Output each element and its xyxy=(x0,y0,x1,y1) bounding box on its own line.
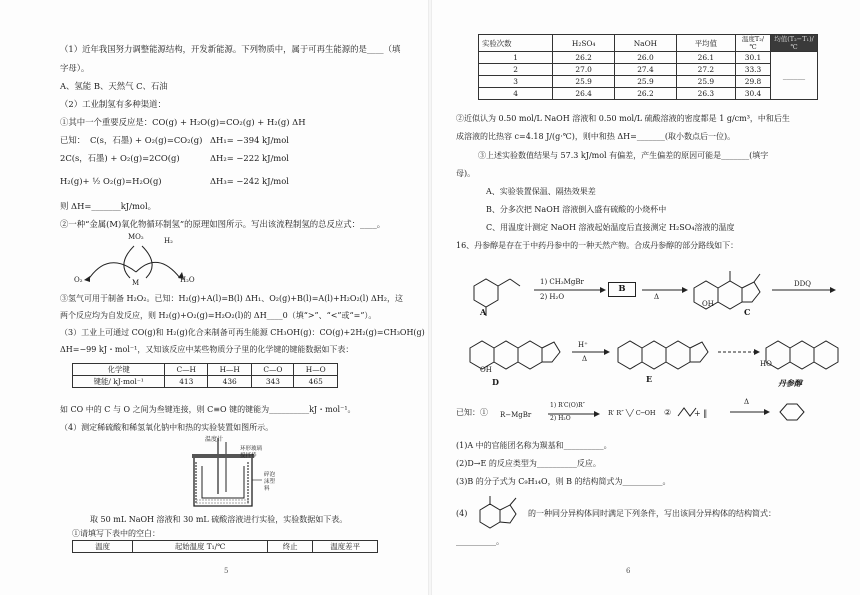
known-grignard: R−MgBr xyxy=(500,411,532,419)
option-c: C、用温度计测定 NaOH 溶液起始温度后直接测定 H₂SO₄溶液的温度 xyxy=(486,223,735,232)
known-dh-1: ΔH₁= −394 kJ/mol xyxy=(210,135,289,145)
cycle-h2o-label: H₂O xyxy=(180,276,195,284)
known-step-2: 2) H₂O xyxy=(550,415,571,422)
synthesis-route-row-2 xyxy=(460,326,850,376)
sub-question-4-structure xyxy=(476,494,526,534)
data-table-cell: 26.4 xyxy=(553,88,615,100)
thermometer-label: 温度计 xyxy=(205,436,224,443)
temperature-table-header xyxy=(72,540,378,553)
data-table-cell: 2 xyxy=(479,64,553,76)
question-1-stem-cont: 字母）。 xyxy=(60,63,90,73)
known-product: R′ R″ ╲╱ C─OH xyxy=(608,409,656,417)
step3-ddq: DDQ xyxy=(794,280,811,288)
data-table-cell: 26.3 xyxy=(676,88,735,100)
data-table-cell: 3 xyxy=(479,76,553,88)
question-2-3-line2: 两个反应均为自发反应，则 H₂(g)+O₂(g)=H₂O₂(l)的 ΔH____0（填“>”、“<”或“=”）。 xyxy=(60,311,377,320)
data-table-cell: 26.2 xyxy=(615,88,677,100)
data-table-cell: 25.9 xyxy=(676,76,735,88)
compound-c-oh: OH xyxy=(702,300,714,308)
compound-d-label: D xyxy=(492,377,499,387)
page-number-left: 5 xyxy=(224,567,229,575)
sub-question-1: (1)A 中的官能团名称为羰基和__________。 xyxy=(456,441,612,450)
known-dh-3: ΔH₃= −242 kJ/mol xyxy=(210,176,289,186)
sub-question-4-prefix: (4) xyxy=(456,509,468,518)
question-2-stem: （2）工业制氢有多种渠道： xyxy=(60,99,166,109)
compound-e-label: E xyxy=(646,374,653,384)
question-2-1: ①其中一个重要反应是：CO(g) + H₂O(g)=CO₂(g) + H₂(g) ΔH xyxy=(60,117,306,127)
bond-table-header: C—H xyxy=(165,364,208,376)
bond-energy-table xyxy=(72,363,338,388)
data-table-header: 均值(T₂−T₁)/℃ xyxy=(771,35,818,52)
page-number-right: 6 xyxy=(626,567,631,575)
question-16-stem: 16、丹参醇是存在于中药丹参中的一种天然产物。合成丹参醇的部分路线如下： xyxy=(456,241,739,250)
known-reactions-label: 已知：① xyxy=(456,408,488,417)
question-3-line1: （3）工业上可通过 CO(g)和 H₂(g)化合来制备可再生能源 CH₃OH(g)：CO(g)+2H₂(g)=CH₃OH(g) xyxy=(60,328,425,337)
question-2-2: ②一种“金属(M)氧化物循环制氢”的原理如图所示。写出该流程制氢的总反应式：____。 xyxy=(60,219,386,229)
data-table-cell: 25.9 xyxy=(615,76,677,88)
data-table-header: H₂SO₄ xyxy=(553,35,615,52)
data-table-cell: 25.9 xyxy=(553,76,615,88)
step4-acid: H⁺ xyxy=(578,341,588,349)
bond-table-header: H—H xyxy=(208,364,252,376)
data-table-cell: 29.8 xyxy=(736,76,771,88)
intermediate-b-box: B xyxy=(608,282,636,297)
bond-table-header: C—O xyxy=(252,364,294,376)
danshenol-label: 丹参醇 xyxy=(778,378,802,388)
data-table-cell: 26.1 xyxy=(676,52,735,64)
question-4-3-line2: 母)。 xyxy=(456,169,476,178)
data-table-header: 温度T₂/℃ xyxy=(736,35,771,52)
sub-question-2: (2)D→E 的反应类型为__________反应。 xyxy=(456,459,601,468)
step1-reagent-2: 2) H₂O xyxy=(540,293,565,301)
known-equation-1: C(s，石墨) + O₂(g)=CO₂(g) xyxy=(90,135,203,145)
question-4-3-line1: ③上述实验数值结果与 57.3 kJ/mol 有偏差，产生偏差的原因可能是_______(填字 xyxy=(478,151,769,160)
question-4-2-line1: ②近似认为 0.50 mol/L NaOH 溶液和 0.50 mol/L 硫酸溶液的密度都是 1 g/cm³，中和后生 xyxy=(456,114,790,123)
bond-table-cell: 413 xyxy=(165,376,208,388)
stirrer-label: 环形玻璃搅拌棒 xyxy=(240,446,263,459)
data-table-header: 实验次数 xyxy=(479,35,553,52)
bond-table-header: 化学键 xyxy=(73,364,165,376)
data-table-cell: 30.1 xyxy=(736,52,771,64)
option-a: A、实验装置保温、隔热效果差 xyxy=(486,187,596,196)
data-table-header: 平均值 xyxy=(676,35,735,52)
known-reaction-2-label: ② xyxy=(664,408,672,417)
step1-reagent-1: 1) CH₃MgBr xyxy=(540,278,584,286)
data-table-cell: 27.4 xyxy=(615,64,677,76)
question-4-data-intro: 取 50 mL NaOH 溶液和 30 mL 硫酸溶液进行实验，实验数据如下表。 xyxy=(90,515,348,524)
known-label: 已知： xyxy=(60,135,86,145)
option-b: B、分多次把 NaOH 溶液倒入盛有硫酸的小烧杯中 xyxy=(486,205,667,214)
question-4-2-line2: 成溶液的比热容 c=4.18 J/(g·℃)，则中和热 ΔH=_______(取小数点后一位)。 xyxy=(456,132,736,141)
delta-h-blank: 则 ΔH=_______kJ/mol。 xyxy=(60,201,157,211)
data-table-cell: 1 xyxy=(479,52,553,64)
temp-table-header: 起始温度 T₁/℃ xyxy=(133,541,267,553)
data-table-header: NaOH xyxy=(615,35,677,52)
cycle-mo2-label: MO₂ xyxy=(128,233,144,241)
data-table-cell: 26.2 xyxy=(553,52,615,64)
compound-c-label: C xyxy=(744,307,751,317)
data-table-cell: 33.3 xyxy=(736,64,771,76)
experiment-data-table xyxy=(478,34,818,100)
step4-heat: Δ xyxy=(582,355,588,363)
data-table-cell: 27.2 xyxy=(676,64,735,76)
danshenol-ho: HO xyxy=(760,360,772,368)
compound-d-oh: OH xyxy=(480,366,492,374)
question-3-bond-blank: 如 CO 中的 C 与 O 之间为叁键连接，则 C≡O 键的键能为__________kJ・mol⁻¹。 xyxy=(60,405,356,414)
data-table-cell: 30.4 xyxy=(736,88,771,100)
known-dh-2: ΔH₂= −222 kJ/mol xyxy=(210,153,289,163)
question-1-stem: （1）近年我国努力调整能源结构，开发新能源。下列物质中，属于可再生能源的是____（填 xyxy=(60,44,401,54)
data-table-cell: 26.0 xyxy=(615,52,677,64)
data-table-cell: 4 xyxy=(479,88,553,100)
bond-table-cell: 436 xyxy=(208,376,252,388)
known-equation-3: H₂(g)+ ½ O₂(g)=H₂O(g) xyxy=(60,176,162,186)
compound-a-label: A xyxy=(480,307,487,317)
right-page xyxy=(432,0,860,595)
known-step-1: 1) R′C(O)R″ xyxy=(550,402,585,409)
cycle-h2-label: H₂ xyxy=(164,237,173,245)
temp-table-header: 温度差平 xyxy=(313,541,378,553)
bond-table-cell: 465 xyxy=(294,376,338,388)
temp-table-header: 温度 xyxy=(73,541,133,553)
question-4-fill-table: ①请填写下表中的空白： xyxy=(72,529,160,538)
known-equation-2: 2C(s，石墨) + O₂(g)=2CO(g) xyxy=(60,153,180,163)
foam-label: 碎泡沫塑料 xyxy=(264,472,276,492)
sub-question-3: (3)B 的分子式为 C₉H₁₄O，则 B 的结构简式为__________。 xyxy=(456,477,671,486)
step2-heat: Δ xyxy=(654,293,660,301)
known-reaction-2-heat: Δ xyxy=(744,398,750,406)
known-reaction-2-plus: + ‖ xyxy=(694,409,708,418)
cycle-m-label: M xyxy=(132,279,140,287)
question-2-3-line1: ③氢气可用于制备 H₂O₂。已知：H₂(g)+A(l)=B(l) ΔH₁、O₂(g)+B(l)=A(l)+H₂O₂(l) ΔH₂，这 xyxy=(60,294,403,303)
sub-question-4-text: 的一种同分异构体同时满足下列条件，写出该同分异构体的结构简式： xyxy=(528,509,776,518)
sub-question-4-blank: __________。 xyxy=(456,537,504,546)
data-table-cell: 27.0 xyxy=(553,64,615,76)
question-1-options: A、氢能 B、天然气 C、石油 xyxy=(60,81,168,91)
temp-table-header: 终止 xyxy=(267,541,313,553)
question-3-line2: ΔH=−99 kJ・mol⁻¹，又知该反应中某些物质分子里的化学键的键能数据如下表： xyxy=(60,345,354,354)
data-table-blank-cell: ______ xyxy=(771,52,818,100)
question-4-stem: （4）测定稀硫酸和稀氢氧化钠中和热的实验装置如图所示。 xyxy=(60,423,274,432)
cycle-o2-label: O₂ xyxy=(74,276,83,284)
bond-table-row-label: 键能/ kJ·mol⁻¹ xyxy=(73,376,165,388)
bond-table-cell: 343 xyxy=(252,376,294,388)
bond-table-header: H—O xyxy=(294,364,338,376)
